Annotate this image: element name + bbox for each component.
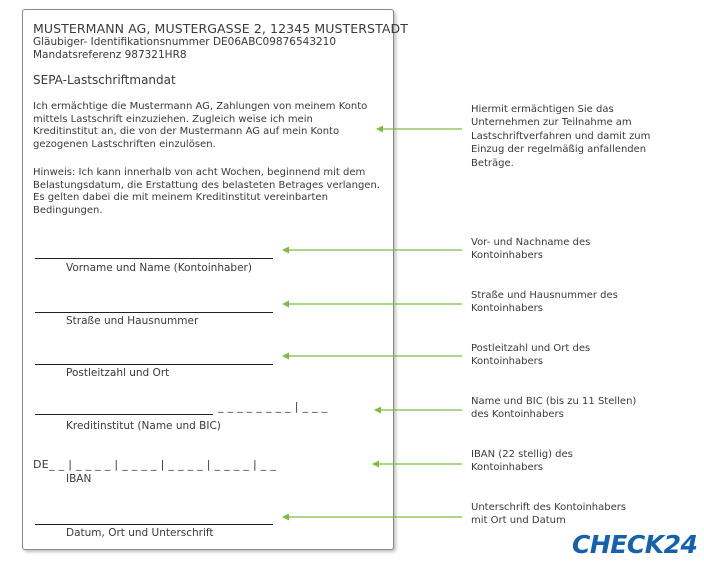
iban-prefix: DE [33,458,50,471]
form-title: SEPA-Lastschriftmandat [33,73,176,87]
company-address: MUSTERMANN AG, MUSTERGASSE 2, 12345 MUSTERSTADT [33,21,408,36]
annotation-line: Kontoinhabers [471,356,543,368]
annotation-line: Unterschrift des Kontoinhabers [471,502,627,513]
annotation-line: Unternehmen zur Teilnahme am [471,117,632,129]
annotation-bank [471,395,636,422]
arrowhead-icon [282,514,289,521]
check24-logo: CHECK24 [572,530,698,559]
annotation-line: Lastschriftverfahren und damit zum [471,130,651,142]
annotation-line: Einzug der regelmäßig anfallenden [471,144,647,156]
annotation-line: Kontoinhabers [471,250,543,262]
annotation-street [471,289,618,316]
hint-line: Belastungsdatum, die Erstattung des belasteten Betrages verlangen. [33,179,380,191]
iban-slots: _ _ | _ _ _ _ | _ _ _ _ | _ _ _ _ | _ _ _ _ | _ _ [49,458,277,471]
arrowhead-icon [374,407,381,414]
bank-field-label: Kreditinstitut (Name und BIC) [66,420,221,432]
arrowhead-icon [282,353,289,360]
creditor-id: Gläubiger- Identifikationsnummer DE06ABC09876543210 [33,36,337,48]
arrowhead-icon [372,461,379,468]
annotation-line: Straße und Hausnummer des [471,290,618,301]
mandate-reference: Mandatsreferenz 987321HR8 [33,49,187,61]
arrowhead-icon [376,126,383,133]
annotation-line: Name und BIC (bis zu 11 Stellen) [471,396,637,407]
annotation-line: Kontoinhabers [471,462,543,474]
annotation-city [471,342,590,369]
annotation-iban [471,448,573,475]
arrowhead-icon [282,247,289,254]
hint-line: Bedingungen. [33,204,103,216]
iban-field-label: IBAN [66,473,92,485]
annotation-line: Postleitzahl und Ort des [471,343,591,354]
arrowhead-icon [282,301,289,308]
annotation-name [471,236,590,263]
authorization-line: Kreditinstitut an, die von der Mustermann AG auf mein Konto [33,126,340,138]
bic-field-slots[interactable]: _ _ _ _ _ _ _ _ | _ _ _ [218,400,328,413]
street-field-label: Straße und Hausnummer [66,315,199,327]
annotation-line: Kontoinhabers [471,303,543,315]
hint-line: Es gelten dabei die mit meinem Kreditinstitut vereinbarten [33,192,328,204]
name-field-label: Vorname und Name (Kontoinhaber) [66,262,252,274]
hint-line: Hinweis: Ich kann innerhalb von acht Wochen, beginnend mit dem [33,167,366,178]
authorization-line: Ich ermächtige die Mustermann AG, Zahlungen von meinem Konto [33,101,368,112]
authorization-line: mittels Lastschrift einzuziehen. Zugleich weise ich mein [33,113,313,125]
city-field-label: Postleitzahl und Ort [66,367,170,379]
annotation-authorization [471,103,650,170]
annotation-line: Vor- und Nachname des [471,237,591,248]
annotation-line: IBAN (22 stellig) des [471,449,573,460]
annotation-line: Hiermit ermächtigen Sie das [471,104,614,115]
annotation-line: Beträge. [471,157,514,169]
signature-field-label: Datum, Ort und Unterschrift [66,527,214,539]
annotation-line: des Kontoinhabers [471,409,564,421]
annotation-line: mit Ort und Datum [471,515,566,527]
authorization-line: gezogenen Lastschriften einzulösen. [33,138,216,150]
annotation-signature [471,501,626,528]
